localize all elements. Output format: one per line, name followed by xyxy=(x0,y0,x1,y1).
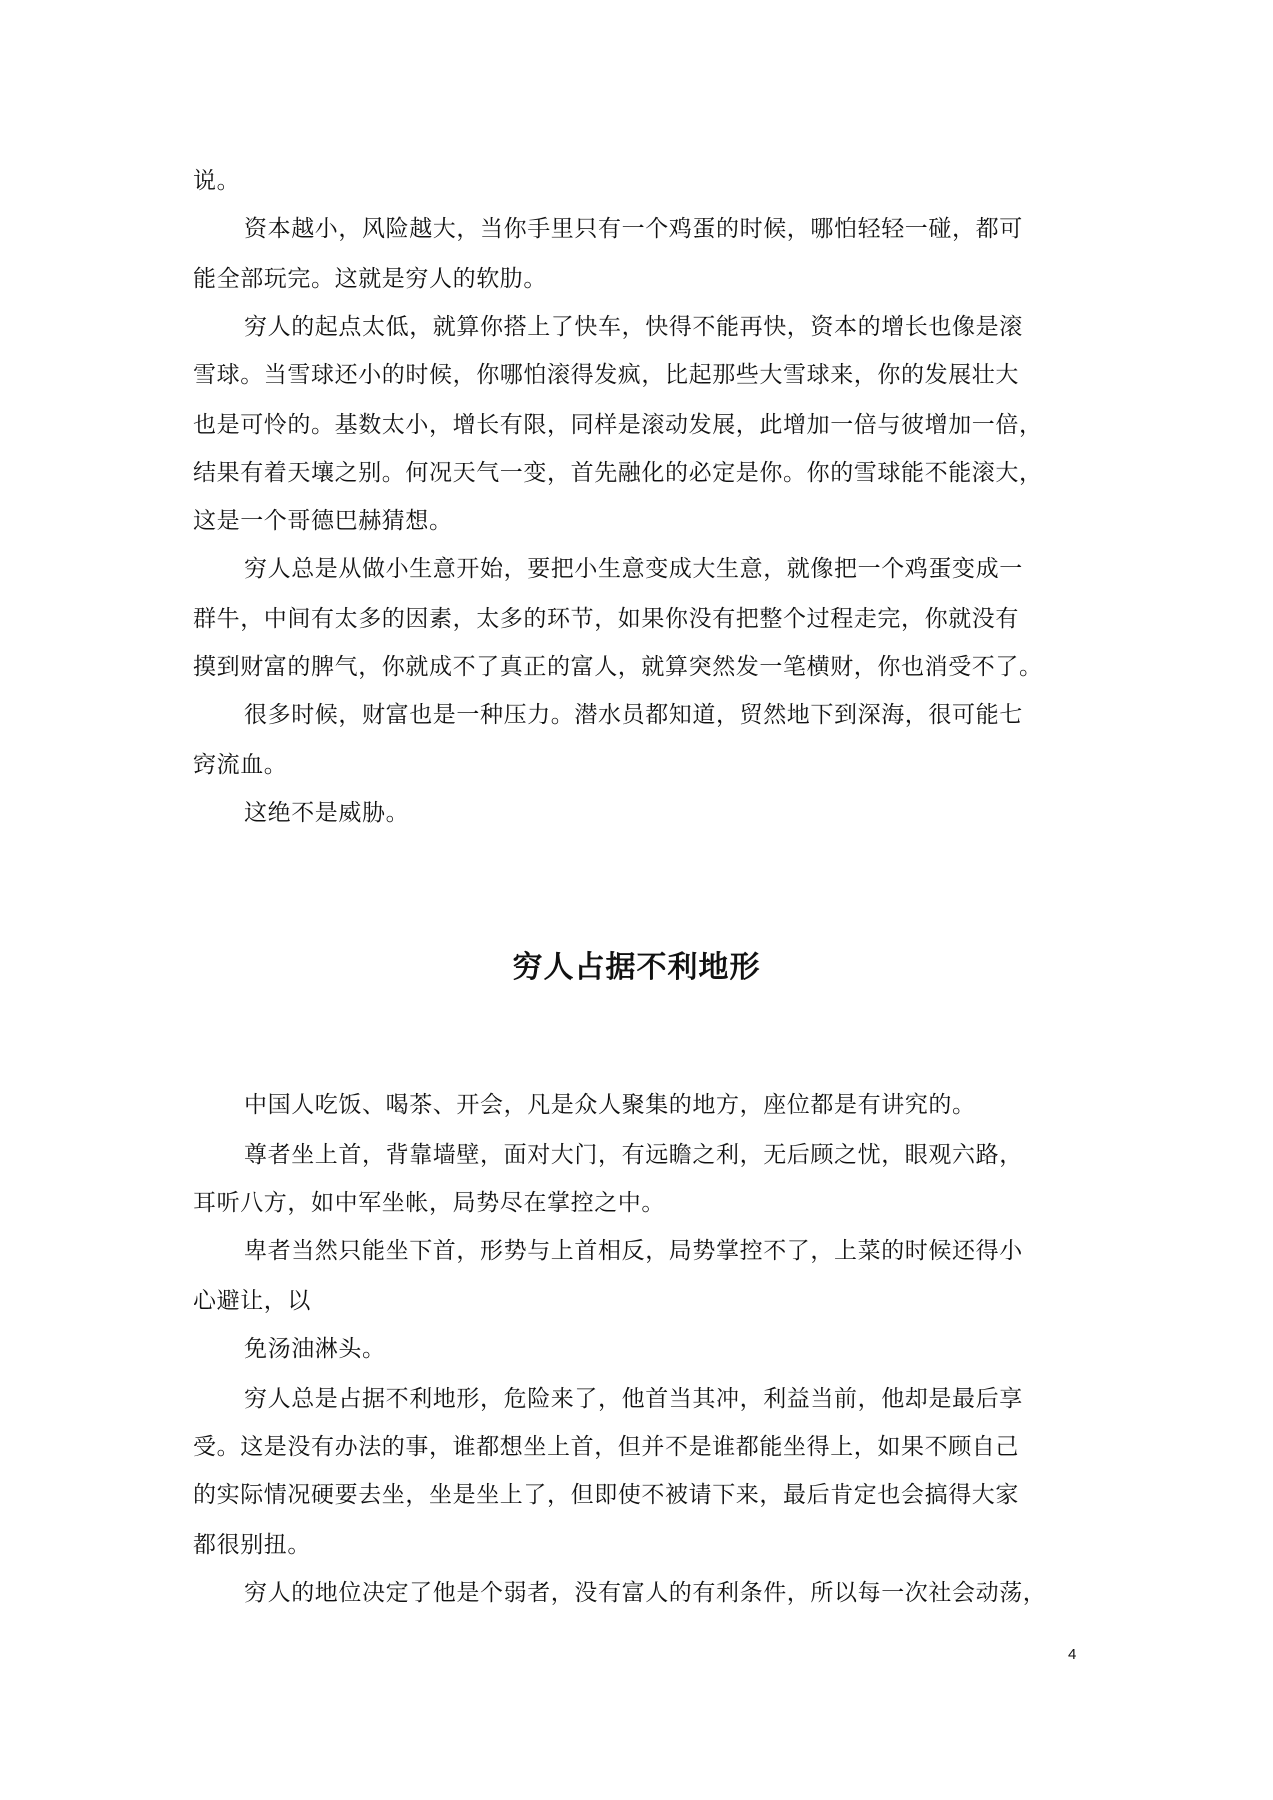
paragraph-line: 都很别扭。 xyxy=(193,1532,311,1558)
paragraph-line: 穷人的起点太低，就算你搭上了快车，快得不能再快，资本的增长也像是滚 xyxy=(244,314,1023,340)
paragraph-line: 能全部玩完。这就是穷人的软肋。 xyxy=(193,266,547,292)
paragraph-line: 尊者坐上首，背靠墙壁，面对大门，有远瞻之利，无后顾之忧，眼观六路， xyxy=(244,1142,1023,1168)
section-heading: 穷人占据不利地形 xyxy=(512,950,761,985)
paragraph-line: 雪球。当雪球还小的时候，你哪怕滚得发疯，比起那些大雪球来，你的发展壮大 xyxy=(193,362,1019,388)
paragraph-line: 也是可怜的。基数太小，增长有限，同样是滚动发展，此增加一倍与彼增加一倍， xyxy=(193,412,1043,438)
paragraph-line: 中国人吃饭、喝茶、开会，凡是众人聚集的地方，座位都是有讲究的。 xyxy=(244,1092,976,1118)
paragraph-line: 耳听八方，如中军坐帐，局势尽在掌控之中。 xyxy=(193,1190,665,1216)
paragraph-line: 资本越小，风险越大，当你手里只有一个鸡蛋的时候，哪怕轻轻一碰，都可 xyxy=(244,216,1023,242)
paragraph-line: 穷人总是占据不利地形，危险来了，他首当其冲，利益当前，他却是最后享 xyxy=(244,1386,1023,1412)
paragraph-line: 穷人的地位决定了他是个弱者，没有富人的有利条件，所以每一次社会动荡， xyxy=(244,1580,1047,1606)
paragraph-line: 这是一个哥德巴赫猜想。 xyxy=(193,508,453,534)
paragraph-line: 摸到财富的脾气，你就成不了真正的富人，就算突然发一笔横财，你也消受不了。 xyxy=(193,654,1043,680)
paragraph-line: 的实际情况硬要去坐，坐是坐上了，但即使不被请下来，最后肯定也会搞得大家 xyxy=(193,1482,1019,1508)
paragraph-line: 结果有着天壤之别。何况天气一变，首先融化的必定是你。你的雪球能不能滚大， xyxy=(193,460,1043,486)
paragraph-line: 窍流血。 xyxy=(193,752,288,778)
page-number: 4 xyxy=(1068,1646,1077,1663)
paragraph-line: 卑者当然只能坐下首，形势与上首相反，局势掌控不了，上菜的时候还得小 xyxy=(244,1238,1023,1264)
paragraph-line: 群牛，中间有太多的因素，太多的环节，如果你没有把整个过程走完，你就没有 xyxy=(193,606,1019,632)
paragraph-line: 这绝不是威胁。 xyxy=(244,800,410,826)
paragraph-line: 心避让，以 xyxy=(193,1288,311,1314)
paragraph-line: 受。这是没有办法的事，谁都想坐上首，但并不是谁都能坐得上，如果不顾自己 xyxy=(193,1434,1019,1460)
paragraph-line: 很多时候，财富也是一种压力。潜水员都知道，贸然地下到深海，很可能七 xyxy=(244,702,1023,728)
paragraph-line: 免汤油淋头。 xyxy=(244,1336,386,1362)
paragraph-line: 穷人总是从做小生意开始，要把小生意变成大生意，就像把一个鸡蛋变成一 xyxy=(244,556,1023,582)
paragraph-line: 说。 xyxy=(193,168,241,194)
